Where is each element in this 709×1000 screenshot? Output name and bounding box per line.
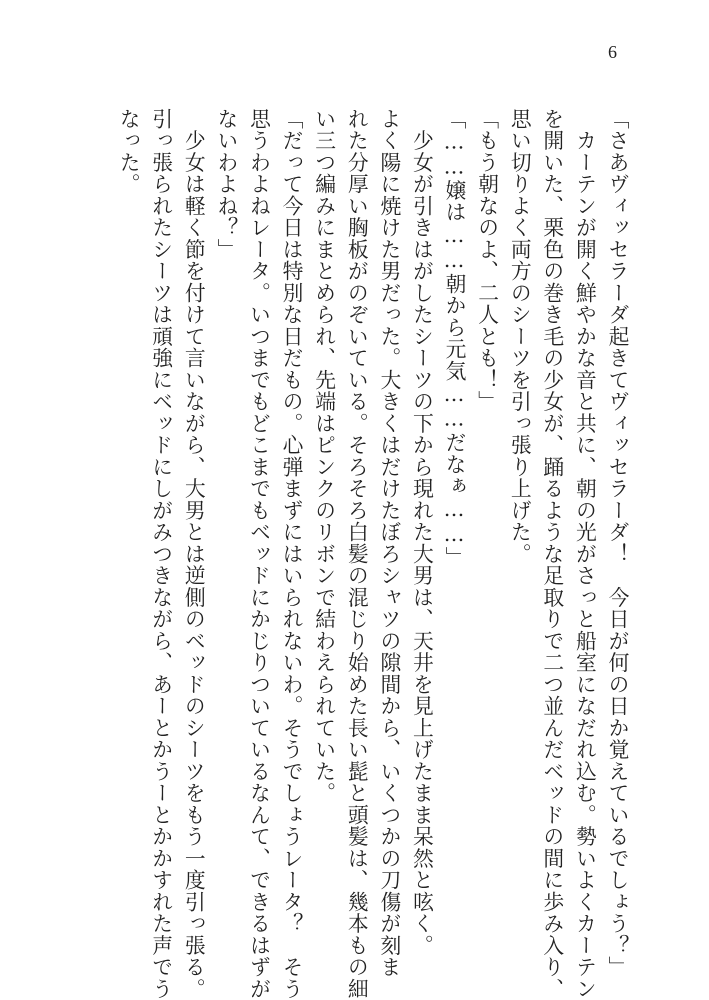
text-line: 引っ張られたシーツは頑強にベッドにしがみつきながら、あーとかうーとかかすれた声でう <box>148 108 173 1000</box>
text-line: い三つ編みにまとめられ、先端はピンクのリボンで結わえられていた。 <box>311 108 336 804</box>
text-line: れた分厚い胸板がのぞいている。そろそろ白髪の混じり始めた長い髭と頭髪は、幾本もの細 <box>344 108 369 1000</box>
text-line: 思うわよねレータ。いつまでもどこまでもベッドにかじりついているなんて、できるはずが <box>246 108 271 1000</box>
vertical-text-block <box>112 108 634 1000</box>
text-line: よく陽に焼けた男だった。大きくはだけたぼろシャツの隙間から、いくつかの刀傷が刻ま <box>376 108 401 978</box>
text-line: 「さあヴィッセラーダ起きてヴィッセラーダ！ 今日が何の日か覚えているでしょう？」 <box>605 108 629 978</box>
page-number: 6 <box>608 42 617 62</box>
text-line: を開いた、栗色の巻き毛の少女が、踊るような足取りで二つ並んだベッドの間に歩み入り、 <box>539 108 564 1000</box>
text-line: 「もう朝なのよ、二人とも！」 <box>474 108 499 413</box>
text-line: 少女は軽く節を付けて言いながら、大男とは逆側のベッドのシーツをもう一度引っ張る。 <box>181 108 206 1000</box>
text-line: なった。 <box>116 108 141 195</box>
text-line: 少女が引きはがしたシーツの下から現れた大男は、天井を見上げたまま呆然と呟く。 <box>409 108 434 957</box>
text-line: カーテンが開く鮮やかな音と共に、朝の光がさっと船室になだれ込む。勢いよくカーテン <box>572 108 597 1000</box>
text-line: ないわよね？」 <box>213 108 238 261</box>
text-line: 「……嬢は……朝から元気……だなぁ……」 <box>442 108 467 569</box>
text-line: 思い切りよく両方のシーツを引っ張り上げた。 <box>507 108 532 565</box>
text-line: 「だって今日は特別な日だもの。心弾まずにはいられないわ。そうでしょうレータ？ そう <box>279 108 304 1000</box>
